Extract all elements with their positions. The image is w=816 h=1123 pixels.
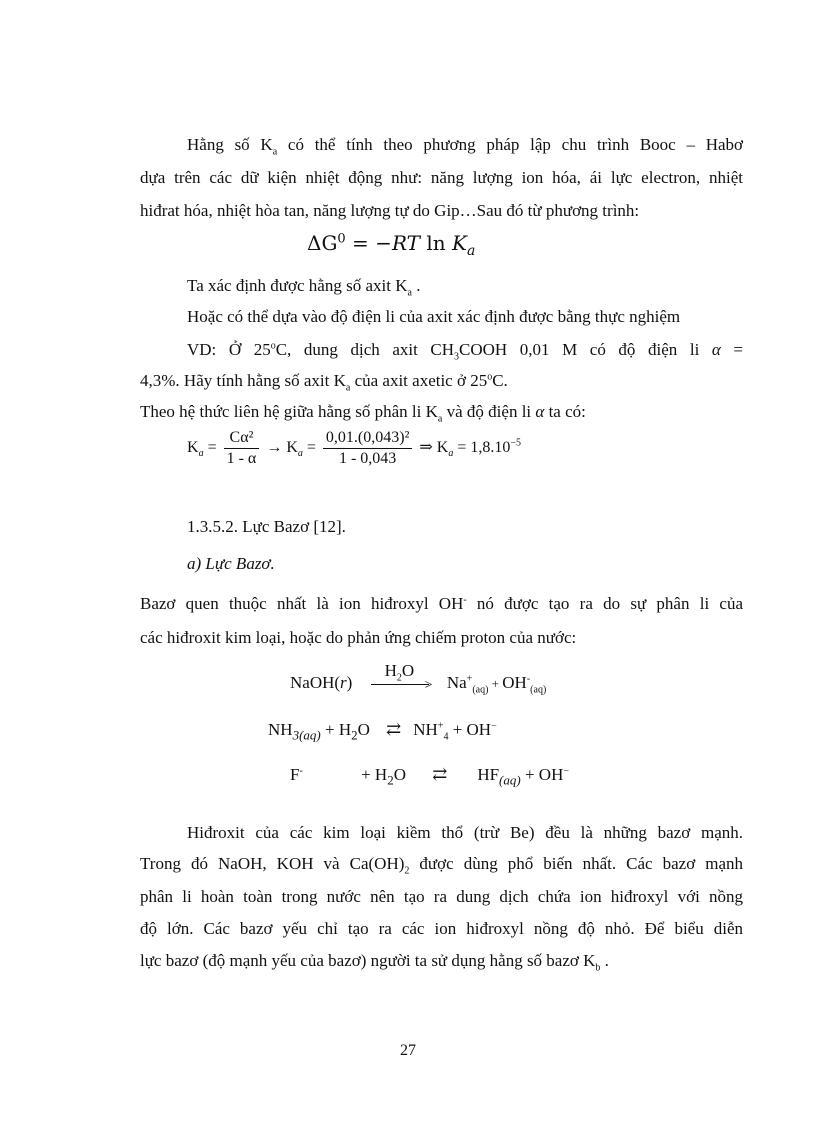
paragraph-line: Bazơ quen thuộc nhất là ion hiđroxyl OH- nó được tạo ra do sự phân li của [140, 594, 743, 613]
paragraph-line: Trong đó NaOH, KOH và $Ca(OH)_2$ được dùng phổ biến nhất. Các bazơ mạnh [140, 854, 743, 877]
paragraph-line: Hiđroxit của các kim loại kiềm thổ (trừ Be) đều là những bazơ mạnh. [187, 823, 743, 842]
subsection-title: a) Lực Bazơ. [187, 554, 275, 573]
paragraph-line: VD: Ở 25$^o$C, dung dịch axit $CH_3COOH$ 0,01 M có độ điện li α = [187, 340, 743, 363]
fraction: $\frac{\text{Cα²}}{1 - \alpha}$ [224, 428, 260, 469]
fraction: $\frac{\text{0,01.(0,043)²}}{1 - 0,043}$ [323, 428, 412, 469]
paragraph-line: các hiđroxit kim loại, hoặc do phản ứng chiếm proton của nước: [140, 628, 577, 647]
paragraph-line: Hoặc có thể dựa vào độ điện li của axit xác định được bằng thực nghiệm [187, 307, 681, 326]
paragraph-line: 4,3%. Hãy tính hằng số axit $K_a$ của axit axetic ở 25$^o$C. [140, 371, 508, 394]
gibbs-equation: $\Delta G^0 = -RT$ $\ln K_a$ [307, 231, 476, 259]
paragraph-line: dựa trên các dữ kiện nhiệt động như: năng lượng ion hóa, ái lực electron, nhiệt [140, 168, 743, 187]
page-number: 27 [400, 1042, 416, 1059]
paragraph-line: phân li hoàn toàn trong nước nên tạo ra dung dịch chứa ion hiđroxyl với nồng [140, 887, 743, 906]
section-title: 1.3.5.2. Lực Bazơ [12]. [187, 517, 346, 536]
reaction-arrow: $H_2O$ > [371, 674, 435, 694]
paragraph-line: Ta xác định được hằng số axit $K_a$ . [187, 276, 421, 299]
paragraph-line: độ lớn. Các bazơ yếu chỉ tạo ra các ion hiđroxyl nồng độ nhỏ. Để biểu diễn [140, 919, 743, 938]
reaction-naoh: NaOH(r) $H_2O$ > $Na^+_{(aq)} + OH^-_{(aq)}$ [290, 661, 547, 696]
ka-equation: $K_a$ = $\frac{\text{Cα²}}{1 - \alpha}$ → $K_a$ = $\frac{\text{0,01.(0,043)²}}{1 - 0,043}$ ⇒ $K_a = 1,8.10^{-5}$ [187, 428, 521, 467]
paragraph-line: Theo hệ thức liên hệ giữa hằng số phân li $K_a$ và độ điện li α ta có: [140, 402, 586, 425]
paragraph-line: lực bazơ (độ mạnh yếu của bazơ) người ta sử dụng hằng số bazơ $K_b$ . [140, 951, 609, 974]
reaction-nh3: $NH_{3(aq)} + H_2O$ ⇄ $NH^+_4 + OH^-$ [268, 719, 497, 743]
reaction-fluoride: $F^- + H_2O$ ⇄ $HF_{(aq)} + OH^-$ [290, 764, 570, 788]
paragraph-line: hiđrat hóa, nhiệt hòa tan, năng lượng tự do Gip…Sau đó từ phương trình: [140, 201, 640, 220]
paragraph-line: Hằng số $K_a$ có thể tính theo phương pháp lập chu trình Booc – Habơ [187, 135, 744, 158]
